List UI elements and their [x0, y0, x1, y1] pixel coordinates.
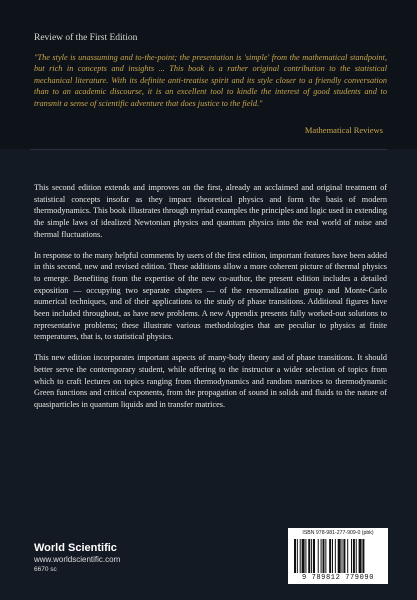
publisher-logo-text: World Scientific — [34, 542, 117, 554]
publisher-block — [34, 542, 120, 574]
review-panel — [0, 0, 417, 149]
review-quote: "The style is unassuming and to-the-point; the presentation is 'simple' from the mathematical standpoint, but rich in concepts and insights ... This book is a rather original contribution to the statistical mechanical literature. With its definite anti-treatise spirit and its style closer to a friendly conversation than to an academic discourse, it is an excellent tool to kindle the interest of good students and to transmit a sense of scientific adventure that does justice to the field." — [34, 53, 387, 108]
description-text — [34, 182, 387, 420]
description-paragraph-3: This new edition incorporates important aspects of many-body theory and of phase transitions. It should better serve the contemporary student, while offering to the instructor a wider selection of topics from which to craft lectures on topics ranging from thermodynamics and random matrices to thermodynamic Green functions and critical exponents, from the propagation of sound in solids and fluids to the nature of quasiparticles in quantum liquids and in transfer matrices. — [34, 353, 387, 409]
catalog-code: 6670 sc — [34, 566, 57, 573]
review-source: Mathematical Reviews — [304, 125, 383, 135]
isbn-barcode — [288, 528, 388, 584]
barcode-digits: 9 789812 779090 — [301, 574, 374, 582]
review-heading: Review of the First Edition — [34, 33, 138, 43]
barcode-icon — [294, 539, 382, 573]
isbn-number: ISBN 978-981-277-909-0 (pbk) — [302, 530, 374, 536]
publisher-url: www.worldscientific.com — [34, 555, 121, 564]
description-paragraph-2: In response to the many helpful comments by users of the first edition, important features have been added in this second, new and revised edition. These additions allow a more coherent picture of thermal physics to emerge. Benefiting from the expertise of the new co-author, the present edition includes a detailed exposition — occupying two separate chapters — of the renormalization group and Monte-Carlo numerical techniques, and of their applications to the study of phase transitions. Additional figures have been included throughout, as have new problems. A new Appendix presents fully worked-out solutions to representative problems; these illustrate various methodologies that are peculiar to physics at finite temperatures, that is, to statistical physics. — [34, 250, 387, 342]
section-divider — [30, 149, 387, 150]
description-paragraph-1: This second edition extends and improves on the first, already an acclaimed and original treatment of statistical concepts insofar as they impact theoretical physics and form the basis of modern thermodynamics. This book illustrates through myriad examples the principles and logic used in extending the simple laws of idealized Newtonian physics and quantum physics into the real world of noise and thermal fluctuations. — [34, 183, 387, 239]
